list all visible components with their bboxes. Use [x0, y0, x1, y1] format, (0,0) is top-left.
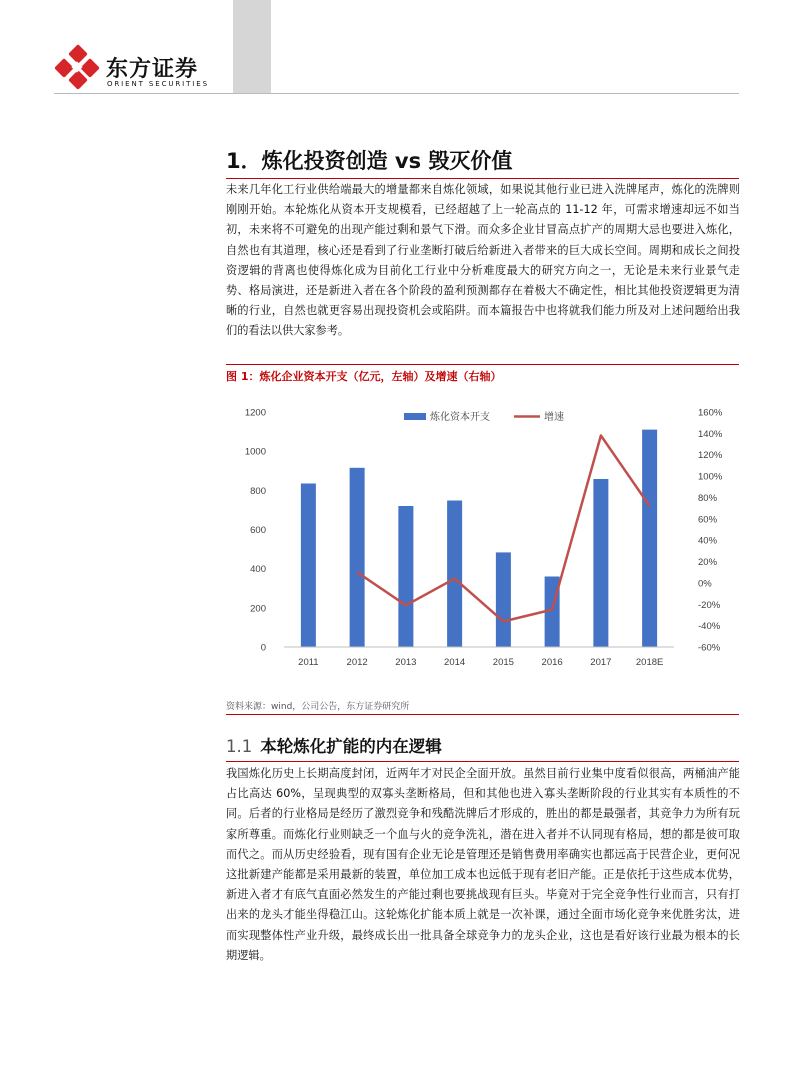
figure-top-rule [226, 364, 739, 365]
logo-mark-icon [54, 44, 100, 90]
legend-bar-label: 炼化资本开支 [430, 412, 490, 423]
y-left-tick-label: 1000 [244, 446, 266, 458]
capex-growth-chart [226, 395, 739, 695]
section-1-1-title: 本轮炼化扩能的内在逻辑 [260, 737, 442, 756]
y-left-tick-label: 600 [250, 525, 266, 536]
bar-2017 [593, 479, 608, 647]
y-right-tick-label: 40% [698, 535, 718, 547]
section-1-heading: 1．炼化投资创造 vs 毁灭价值 [226, 149, 513, 173]
section-1-1-number: 1.1 [226, 737, 253, 756]
x-tick-label: 2013 [395, 657, 417, 668]
bar-2011 [301, 483, 316, 647]
y-right-tick-label: 20% [698, 557, 718, 569]
section-1-1-heading-rule [226, 761, 739, 762]
x-tick-label: 2015 [492, 657, 514, 668]
section-1-1-paragraph: 我国炼化历史上长期高度封闭，近两年才对民企全面开放。虽然目前行业集中度看似很高，两桶油产能占比高达 60%，呈现典型的双寡头垄断格局，但和其他也进入寡头垄断阶段的行业其实有本质性的不同。后者的行业格局是经历了激烈竞争和残酷洗牌后才形成的，胜出的都是最强者，其竞争力为所有玩家所尊重。而炼化行业则缺乏一个血与火的竞争洗礼，潜在进入者并不认同现有格局，想的都是彼可取而代之。而从历史经验看，现有国有企业无论是管理还是销售费用率确实也都远高于民营企业，更何况这批新建产能都是采用最新的装置，单位加工成本也远低于现有老旧产能。正是依托于这些成本优势，新进入者才有底气直面必然发生的产能过剩也要挑战现有巨头。毕竟对于完全竞争性行业而言，只有打出来的龙头才能坐得稳江山。这轮炼化扩能本质上就是一次补课，通过全面市场化竞争来优胜劣汰，进而实现整体性产业升级，最终成长出一批具备全球竞争力的龙头企业，这也是看好该行业最为根本的长期逻辑。 [226, 767, 740, 962]
y-left-tick-label: 400 [250, 564, 266, 576]
figure-source: 资料来源：wind，公司公告，东方证券研究所 [226, 702, 410, 712]
legend-line-label: 增速 [544, 412, 564, 423]
x-tick-label: 2014 [444, 657, 466, 668]
header-gray-band [233, 0, 271, 94]
bar-2012 [350, 468, 365, 647]
y-right-tick-label: 0% [698, 578, 712, 590]
y-right-tick-label: 120% [698, 450, 723, 462]
company-logo [54, 44, 224, 94]
header-divider [54, 93, 739, 94]
x-tick-label: 2018E [635, 657, 664, 668]
y-right-tick-label: 160% [698, 407, 723, 419]
section-1-1-heading [226, 733, 442, 757]
figure-bottom-rule [226, 714, 739, 715]
figure-caption: 图 1：炼化企业资本开支（亿元，左轴）及增速（右轴） [226, 370, 502, 383]
y-left-tick-label: 800 [250, 485, 266, 497]
y-right-tick-label: 80% [698, 492, 718, 504]
y-right-tick-label: -40% [698, 621, 721, 633]
y-right-tick-label: 60% [698, 514, 718, 526]
section-1-paragraph: 未来几年化工行业供给端最大的增量都来自炼化领域，如果说其他行业已进入洗牌尾声，炼化的洗牌则刚刚开始。本轮炼化从资本开支规模看，已经超越了上一轮高点的 11-12 年，可需求增速却远不如当初，未来将不可避免的出现产能过剩和景气下滑。而众多企业甘冒高点扩产的周期大忌也要进入炼化，自然也有其道理，核心还是看到了行业垄断打破后给新进入者带来的巨大成长空间。周期和成长之间投资逻辑的背离也使得炼化成为目前化工行业中分析难度最大的研究方向之一，无论是未来行业景气走势、格局演进，还是新进入者在各个阶段的盈利预测都存在着极大不确定性，相比其他投资逻辑更为清晰的行业，自然也就更容易出现投资机会或陷阱。而本篇报告中也将就我们能力所及对上述问题给出我们的看法以供大家参考。 [226, 183, 740, 338]
legend-bar-swatch [404, 413, 426, 420]
logo-chinese-name: 东方证券 [106, 57, 199, 82]
y-left-tick-label: 200 [250, 603, 266, 615]
x-tick-label: 2016 [541, 657, 563, 668]
bar-2013 [398, 506, 413, 647]
x-tick-label: 2011 [298, 657, 319, 668]
bar-2015 [496, 552, 511, 647]
y-left-tick-label: 1200 [244, 407, 266, 419]
y-left-tick-label: 0 [260, 642, 266, 654]
x-tick-label: 2017 [590, 657, 612, 668]
x-tick-label: 2012 [346, 657, 368, 668]
logo-english-name: ORIENT SECURITIES [107, 80, 209, 88]
bar-2018E [642, 430, 657, 647]
section-1-heading-rule [226, 178, 739, 179]
y-right-tick-label: 100% [698, 471, 723, 483]
chart-legend [404, 410, 564, 423]
bar-2014 [447, 501, 462, 647]
y-right-tick-label: -20% [698, 599, 721, 611]
y-right-tick-label: 140% [698, 428, 723, 440]
y-right-tick-label: -60% [698, 642, 721, 654]
